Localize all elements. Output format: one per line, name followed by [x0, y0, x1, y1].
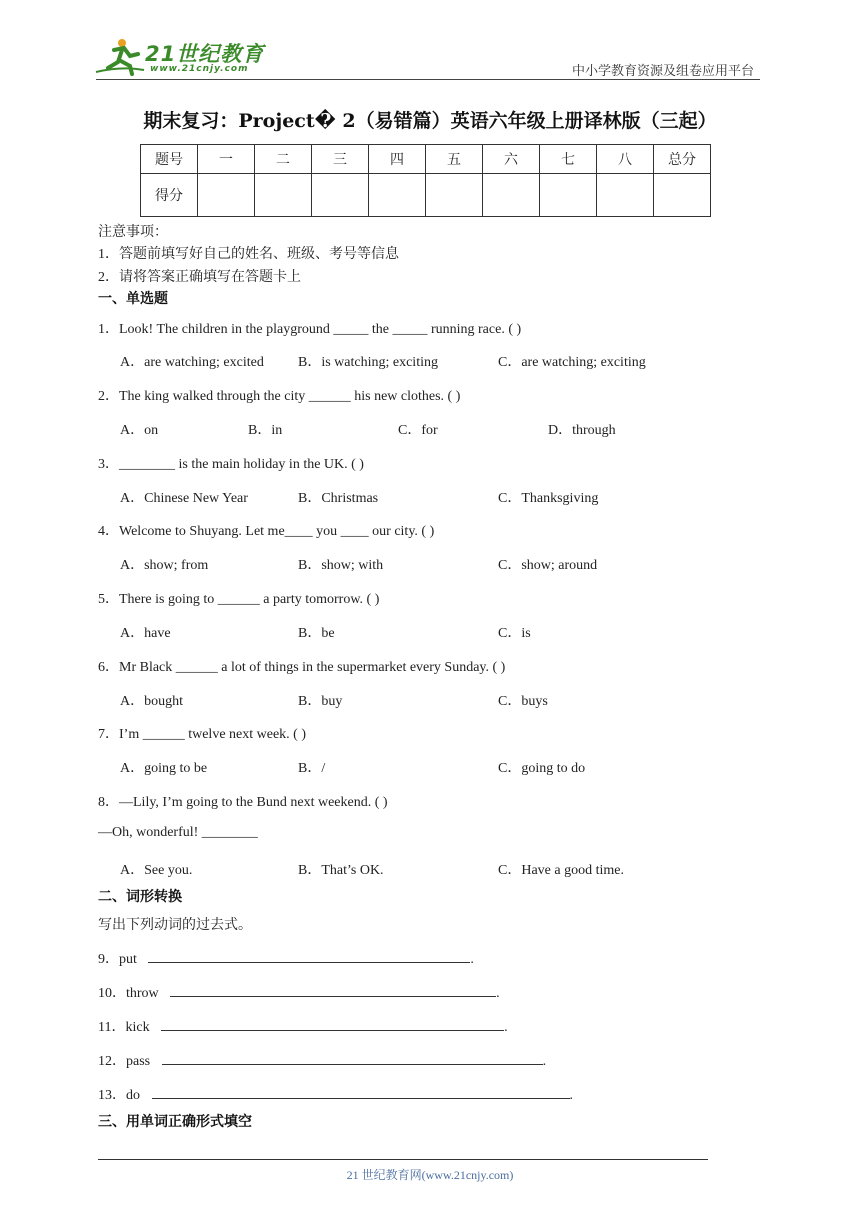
note-item: 2．请将答案正确填写在答题卡上 [98, 270, 301, 285]
runner-icon [96, 39, 144, 74]
section-heading: 一、单选题 [98, 291, 168, 307]
question-stem: 2．The king walked through the city ______ his new clothes. ( ) [98, 389, 461, 404]
score-cell[interactable] [312, 174, 369, 217]
answer-blank[interactable] [152, 1086, 570, 1099]
option-a: A．show; from [120, 558, 209, 573]
footer-divider [98, 1159, 708, 1160]
option-b: B．/ [298, 761, 326, 776]
option-a: A．are watching; excited [120, 355, 264, 370]
option-c: C．Have a good time. [498, 863, 624, 878]
answer-blank[interactable] [148, 950, 470, 963]
logo-url: www.21cnjy.com [150, 64, 249, 74]
question-stem: 3．________ is the main holiday in the UK. ( ) [98, 457, 364, 472]
score-header-cell: 总分 [654, 145, 711, 174]
score-cell[interactable] [369, 174, 426, 217]
score-cell[interactable] [198, 174, 255, 217]
fill-item-end: . [569, 1088, 573, 1103]
answer-blank[interactable] [170, 984, 496, 997]
option-d: D．through [548, 423, 616, 438]
section-heading: 二、词形转换 [98, 889, 182, 905]
option-b: B．be [298, 626, 335, 641]
score-table-header-row [141, 145, 711, 174]
answer-blank[interactable] [162, 1052, 543, 1065]
score-header-cell: 四 [369, 145, 426, 174]
score-row-label: 得分 [141, 174, 198, 217]
fill-item-end: . [542, 1054, 547, 1069]
score-cell[interactable] [597, 174, 654, 217]
score-cell[interactable] [540, 174, 597, 217]
score-header-cell: 二 [255, 145, 312, 174]
score-cell[interactable] [483, 174, 540, 217]
option-a: A．going to be [120, 761, 208, 776]
fill-item-label: 13．do [98, 1088, 140, 1103]
section-instruction: 写出下列动词的过去式。 [98, 918, 252, 933]
logo-text: 21世纪教育 [145, 42, 265, 66]
score-cell[interactable] [426, 174, 483, 217]
score-header-cell: 五 [426, 145, 483, 174]
option-b: B．Christmas [298, 491, 379, 506]
fill-item [98, 948, 474, 968]
fill-item [98, 982, 500, 1002]
option-c: C．for [398, 423, 438, 438]
fill-item [98, 1084, 573, 1104]
option-a: A．on [120, 423, 159, 438]
option-b: B．That’s OK. [298, 863, 384, 878]
score-cell[interactable] [654, 174, 711, 217]
option-c: C．buys [498, 694, 548, 709]
option-a: A．have [120, 626, 171, 641]
header-platform-text: 中小学教育资源及组卷应用平台 [572, 63, 755, 78]
fill-item [98, 1050, 546, 1070]
score-header-cell: 三 [312, 145, 369, 174]
score-header-cell: 七 [540, 145, 597, 174]
option-a: A．bought [120, 694, 183, 709]
score-header-cell: 六 [483, 145, 540, 174]
option-a: A．See you. [120, 863, 193, 878]
option-c: C．are watching; exciting [498, 355, 646, 370]
question-stem: 1．Look! The children in the playground _____ the _____ running race. ( ) [98, 322, 522, 337]
page-title: 期末复习：Project� 2（易错篇）英语六年级上册译林版（三起） [143, 110, 717, 132]
question-stem: 6．Mr Black ______ a lot of things in the supermarket every Sunday. ( ) [98, 660, 506, 675]
question-stem: 5．There is going to ______ a party tomorrow. ( ) [98, 592, 380, 607]
fill-item-label: 12．pass [98, 1054, 151, 1069]
fill-item-label: 9．put [98, 952, 137, 967]
question-stem-reply: —Oh, wonderful! ________ [98, 825, 258, 840]
fill-item-label: 11．kick [98, 1020, 150, 1035]
option-b: B．in [248, 423, 283, 438]
score-header-cell: 一 [198, 145, 255, 174]
option-c: C．show; around [498, 558, 598, 573]
notes-heading: 注意事项： [98, 225, 168, 240]
header-divider [96, 79, 760, 80]
score-header-cell: 八 [597, 145, 654, 174]
fill-item-end: . [496, 986, 500, 1001]
fill-item-end: . [470, 952, 474, 967]
footer-text: 21 世纪教育网(www.21cnjy.com) [346, 1168, 514, 1182]
score-table [140, 144, 711, 217]
question-stem: 8．—Lily, I’m going to the Bund next weekend. ( ) [98, 795, 388, 810]
score-table-score-row [141, 174, 711, 217]
option-c: C．is [498, 626, 531, 641]
fill-item-label: 10．throw [98, 986, 159, 1001]
score-cell[interactable] [255, 174, 312, 217]
option-b: B．buy [298, 694, 343, 709]
fill-item-end: . [504, 1020, 508, 1035]
option-b: B．show; with [298, 558, 384, 573]
option-c: C．Thanksgiving [498, 491, 599, 506]
fill-item [98, 1016, 508, 1036]
option-b: B．is watching; exciting [298, 355, 438, 370]
option-c: C．going to do [498, 761, 586, 776]
question-stem: 7．I’m ______ twelve next week. ( ) [98, 727, 306, 742]
answer-blank[interactable] [161, 1018, 504, 1031]
question-stem: 4．Welcome to Shuyang. Let me____ you ____ our city. ( ) [98, 524, 435, 539]
note-item: 1．答题前填写好自己的姓名、班级、考号等信息 [98, 247, 399, 262]
score-header-cell: 题号 [141, 145, 198, 174]
section-heading: 三、用单词正确形式填空 [98, 1114, 252, 1130]
option-a: A．Chinese New Year [120, 491, 248, 506]
